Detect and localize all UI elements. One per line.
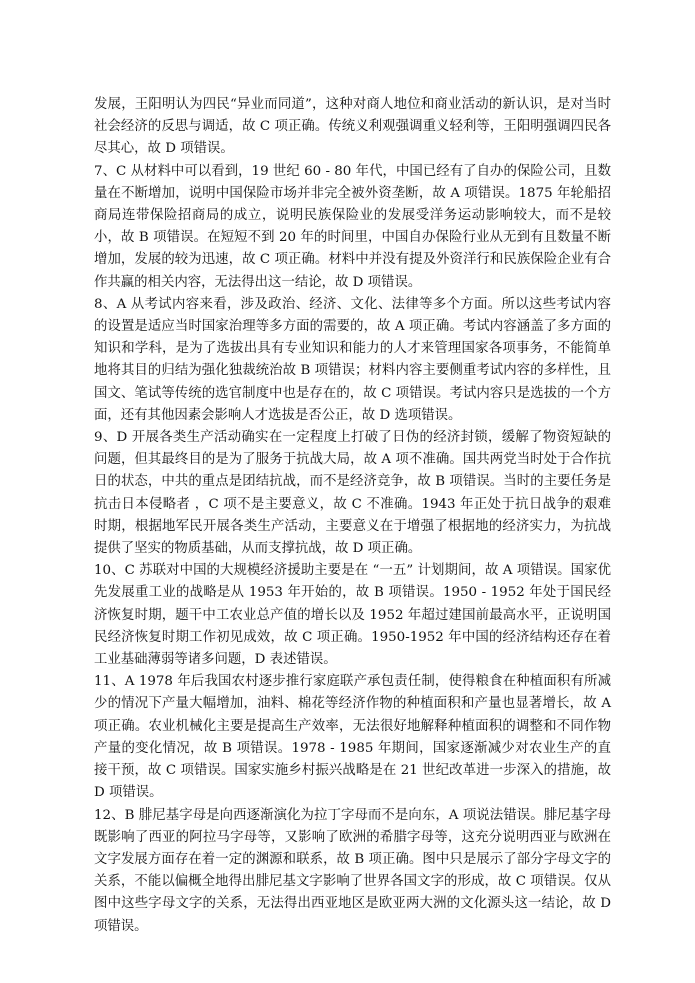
answer-paragraph-7: 7、C 从材料中可以看到，19 世纪 60 - 80 年代，中国已经有了自办的保险公司，且数量在不断增加，说明中国保险市场并非完全被外资垄断，故 A 项错误。1875 年轮船招商局连带保险招商局的成立，说明民族保险业的发展受洋务运动影响较大，而不是较小，故 B 项错误。在短短不到 20 年的时间里，中国自办保险行业从无到有且数量不断增加，发展的较为迅速，故 C 项正确。材料中并没有提及外资洋行和民族保险企业有合作共赢的相关内容，无法得出这一结论，故 D 项错误。 — [94, 163, 611, 290]
answer-paragraph-9: 9、D 开展各类生产活动确实在一定程度上打破了日伪的经济封锁，缓解了物资短缺的问题，但其最终目的是为了服务于抗战大局，故 A 项不准确。国共两党当时处于合作抗日的状态，中共的重点是团结抗战，而不是经济竞争，故 B 项错误。当时的主要任务是抗击日本侵略者 ，C 项不是主要意义，故 C 不准确。1943 年正处于抗日战争的艰难时期，根据地军民开展各类生产活动，主要意义在于增强了根据地的经济实力，为抗战提供了坚实的物质基础，从而支撑抗战，故 D 项正确。 — [94, 430, 611, 557]
answer-paragraph-11: 11、A 1978 年后我国农村逐步推行家庭联产承包责任制，使得粮食在种植面积有所减少的情况下产量大幅增加，油料、棉花等经济作物的种植面积和产量也显著增长，故 A 项正确。农业机械化主要是提高生产效率，无法很好地解释种植面积的调整和不同作物产量的变化情况，故 B 项错误。1978 - 1985 年期间，国家逐渐减少对农业生产的直接干预，故 C 项错误。国家实施乡村振兴战略是在 21 世纪改革进一步深入的措施，故 D 项错误。 — [94, 674, 611, 801]
answer-paragraph-8: 8、A 从考试内容来看，涉及政治、经济、文化、法律等多个方面。所以这些考试内容的设置是适应当时国家治理等多方面的需要的，故 A 项正确。考试内容涵盖了多方面的知识和学科，是为了选拔出具有专业知识和能力的人才来管理国家各项事务，不能简单地将其目的归结为强化独裁统治故 B 项错误；材料内容主要侧重考试内容的多样性，且国文、笔试等传统的选官制度中也是存在的，故 C 项错误。考试内容只是选拔的一个方面，还有其他因素会影响人才选拔是否公正，故 D 选项错误。 — [94, 296, 611, 423]
answer-paragraph-12: 12、B 腓尼基字母是向西逐渐演化为拉丁字母而不是向东，A 项说法错误。腓尼基字母既影响了西亚的阿拉马字母等，又影响了欧洲的希腊字母等，这充分说明西亚与欧洲在文字发展方面存在着一定的渊源和联系，故 B 项正确。图中只是展示了部分字母文字的关系，不能以偏概全地得出腓尼基文字影响了世界各国文字的形成，故 C 项错误。仅从图中这些字母文字的关系，无法得出西亚地区是欧亚两大洲的文化源头这一结论，故 D 项错误。 — [94, 807, 611, 934]
answer-paragraph-continued: 发展，王阳明认为四民“异业而同道”，这种对商人地位和商业活动的新认识，是对当时社会经济的反思与调适，故 C 项正确。传统义利观强调重义轻利等，王阳明强调四民各尽其心，故 D 项错误。 — [94, 97, 611, 157]
answer-paragraph-10: 10、C 苏联对中国的大规模经济援助主要是在 “一五” 计划期间，故 A 项错误。国家优先发展重工业的战略是从 1953 年开始的，故 B 项错误。1950 - 1952 年处于国民经济恢复时期，题干中工农业总产值的增长以及 1952 年超过建国前最高水平，正说明国民经济恢复时期工作初见成效，故 C 项正确。1950-1952 年中国的经济结构还存在着工业基础薄弱等诸多问题，D 表述错误。 — [94, 563, 611, 668]
